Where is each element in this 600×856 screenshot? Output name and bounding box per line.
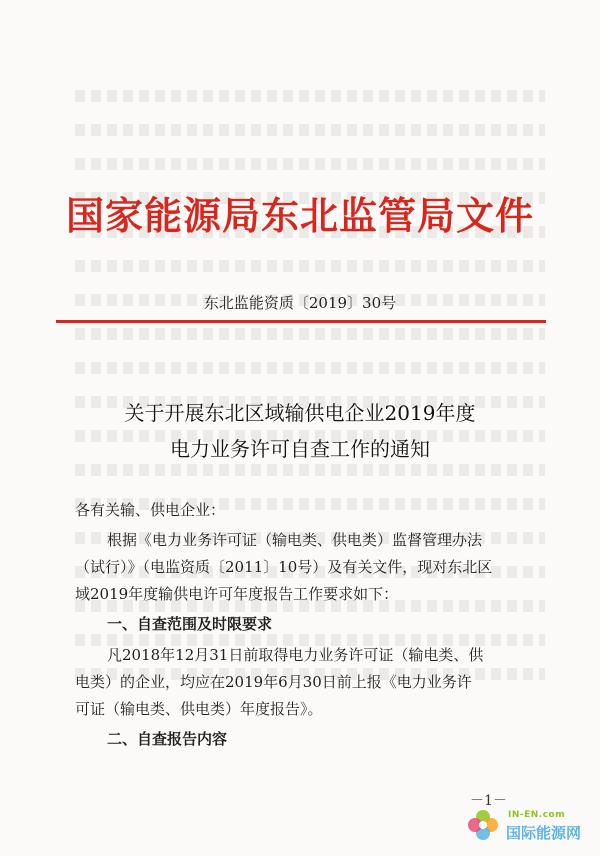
in-en-flower-logo-icon [466,808,500,842]
document-body [75,497,545,753]
intro-line-3: 域2019年度输供电许可年度报告工作要求如下： [75,585,399,603]
intro-paragraph [75,527,545,608]
site-watermark [462,800,596,852]
section-1-line-1: 凡2018年12月31日前取得电力业务许可证（输电类、供 [107,646,484,664]
watermark-url: IN-EN.com [508,810,566,820]
intro-line-2: （试行）》（电监资质〔2011〕10号）及有关文件，现对东北区 [75,558,493,576]
section-1-line-2: 电类）的企业，均应在2019年6月30日前上报《电力业务许 [75,673,472,691]
document-number: 东北监能资质〔2019〕30号 [203,294,397,312]
intro-line-1: 根据《电力业务许可证（输电类、供电类）监督管理办法 [107,531,483,549]
notice-title-line-2: 电力业务许可自查工作的通知 [170,437,430,461]
document-header-title: 国家能源局东北监管局文件 [65,193,534,238]
watermark-name: 国际能源网 [506,824,582,842]
page-number: －1－ [470,793,507,809]
section-2-heading: 二、自查报告内容 [107,730,228,748]
notice-title-line-1: 关于开展东北区域输供电企业2019年度 [124,401,476,425]
section-1-heading: 一、自查范围及时限要求 [107,615,273,633]
section-1-paragraph [75,642,545,723]
notice-title [40,395,560,467]
red-divider-line [56,320,546,323]
section-1-line-3: 可证（输电类、供电类）年度报告》。 [75,700,323,718]
salutation: 各有关输、供电企业： [75,501,226,519]
